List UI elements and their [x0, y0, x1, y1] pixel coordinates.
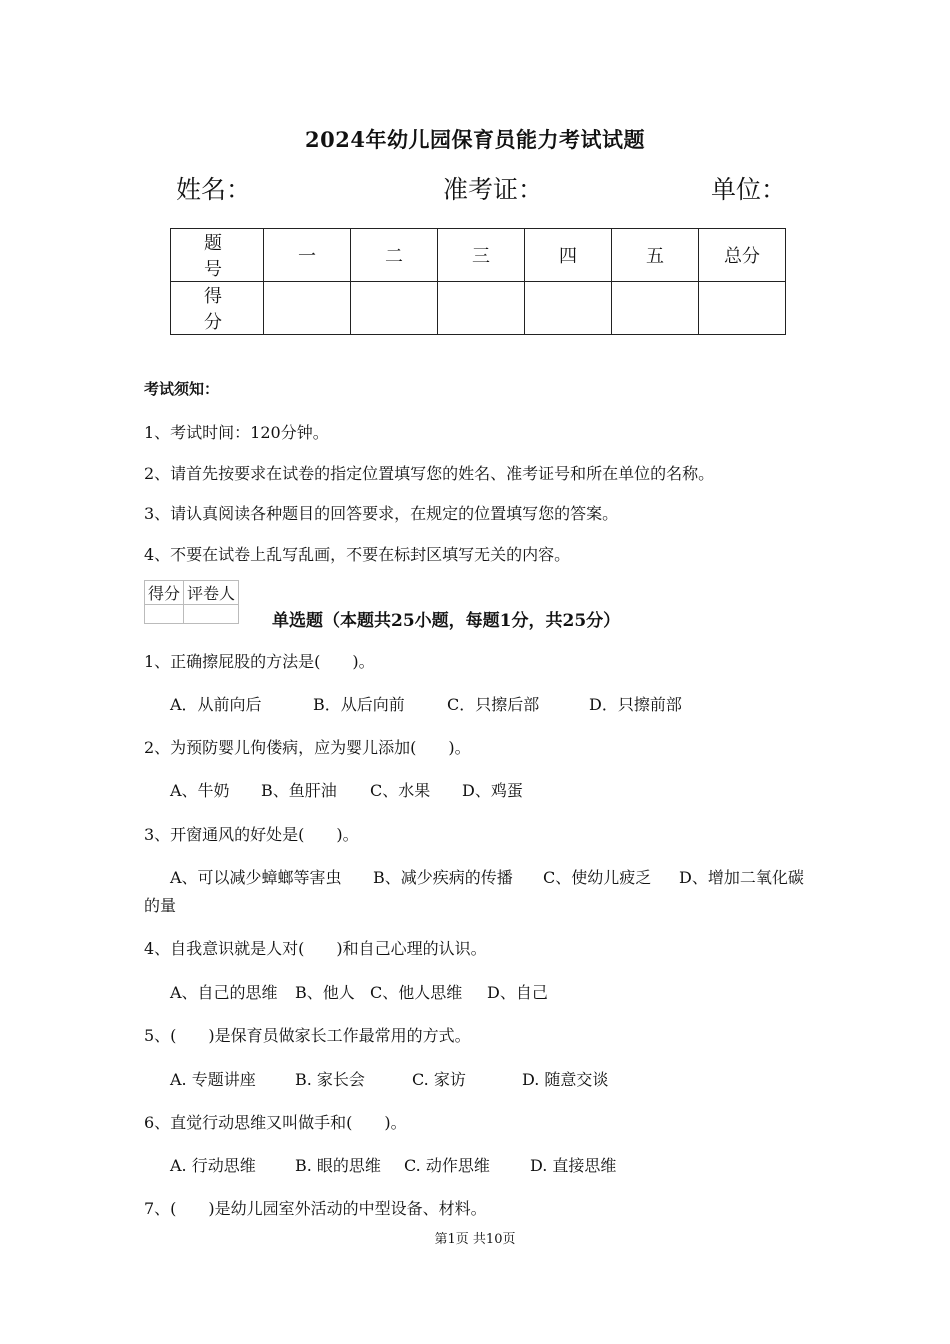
question-stem: 3、开窗通风的好处是( )。	[144, 825, 359, 844]
question-stem: 4、自我意识就是人对( )和自己心理的认识。	[144, 939, 487, 958]
option: A、自己的思维	[170, 983, 278, 1002]
question-stem: 5、( )是保育员做家长工作最常用的方式。	[144, 1026, 471, 1045]
option: D. 直接思维	[530, 1156, 617, 1175]
section-5-header: 五	[612, 229, 699, 282]
score-table-score-row	[171, 282, 786, 335]
score-row-label: 得 分	[171, 282, 264, 335]
option: A、牛奶	[170, 781, 230, 800]
option: C、他人思维	[370, 983, 463, 1002]
name-label: 姓名：	[176, 175, 252, 204]
section-1-header: 一	[264, 229, 351, 282]
option: D、鸡蛋	[462, 781, 523, 800]
option: D. 随意交谈	[522, 1070, 609, 1089]
section-title: 单选题（本题共25小题，每题1分，共25分）	[272, 611, 621, 631]
question-number-label: 题 号	[171, 229, 264, 282]
notice-item: 2、请首先按要求在试卷的指定位置填写您的姓名、准考证号和所在单位的名称。	[144, 464, 715, 483]
section-3-header: 三	[438, 229, 525, 282]
option: D．只擦前部	[589, 695, 682, 714]
option: C、水果	[370, 781, 431, 800]
question-stem: 7、( )是幼儿园室外活动的中型设备、材料。	[144, 1199, 487, 1218]
total-header: 总分	[699, 229, 786, 282]
grader-name-label: 评卷人	[184, 581, 239, 605]
option: C．只擦后部	[447, 695, 540, 714]
notice-item: 3、请认真阅读各种题目的回答要求，在规定的位置填写您的答案。	[144, 504, 619, 523]
option: B．从后向前	[313, 695, 405, 714]
option: A．从前向后	[170, 695, 262, 714]
score-cell[interactable]	[264, 282, 351, 335]
score-cell[interactable]	[525, 282, 612, 335]
option: C. 动作思维	[404, 1156, 490, 1175]
grader-name-cell[interactable]	[184, 605, 239, 624]
grader-box	[144, 580, 239, 624]
notice-item: 4、不要在试卷上乱写乱画，不要在标封区填写无关的内容。	[144, 545, 571, 564]
page-footer: 第1页 共10页	[434, 1232, 516, 1247]
option: D、增加二氧化碳	[679, 868, 804, 887]
option: B、他人	[295, 983, 355, 1002]
section-4-header: 四	[525, 229, 612, 282]
notice-item: 1、考试时间：120分钟。	[144, 423, 329, 442]
score-cell[interactable]	[612, 282, 699, 335]
option: A. 专题讲座	[170, 1070, 256, 1089]
option: C、使幼儿疲乏	[543, 868, 652, 887]
grader-score-label: 得分	[145, 581, 184, 605]
option: B. 眼的思维	[295, 1156, 381, 1175]
notice-heading: 考试须知：	[144, 380, 220, 398]
score-table-header-row	[171, 229, 786, 282]
question-stem: 1、正确擦屁股的方法是( )。	[144, 652, 375, 671]
question-stem: 2、为预防婴儿佝偻病，应为婴儿添加( )。	[144, 738, 471, 757]
score-cell[interactable]	[351, 282, 438, 335]
option: B、鱼肝油	[261, 781, 337, 800]
option: B、减少疾病的传播	[373, 868, 513, 887]
grader-score-cell[interactable]	[145, 605, 184, 624]
option: D、自己	[487, 983, 548, 1002]
exam-id-label: 准考证：	[443, 175, 544, 204]
section-2-header: 二	[351, 229, 438, 282]
option-wrap: 的量	[144, 896, 177, 915]
option: C. 家访	[412, 1070, 466, 1089]
option: A. 行动思维	[170, 1156, 256, 1175]
option: A、可以减少蟑螂等害虫	[170, 868, 342, 887]
option: B. 家长会	[295, 1070, 365, 1089]
question-stem: 6、直觉行动思维又叫做手和( )。	[144, 1113, 407, 1132]
score-table	[170, 228, 786, 335]
score-cell[interactable]	[438, 282, 525, 335]
score-cell[interactable]	[699, 282, 786, 335]
unit-label: 单位：	[711, 175, 787, 204]
exam-title: 2024年幼儿园保育员能力考试试题	[305, 127, 645, 152]
